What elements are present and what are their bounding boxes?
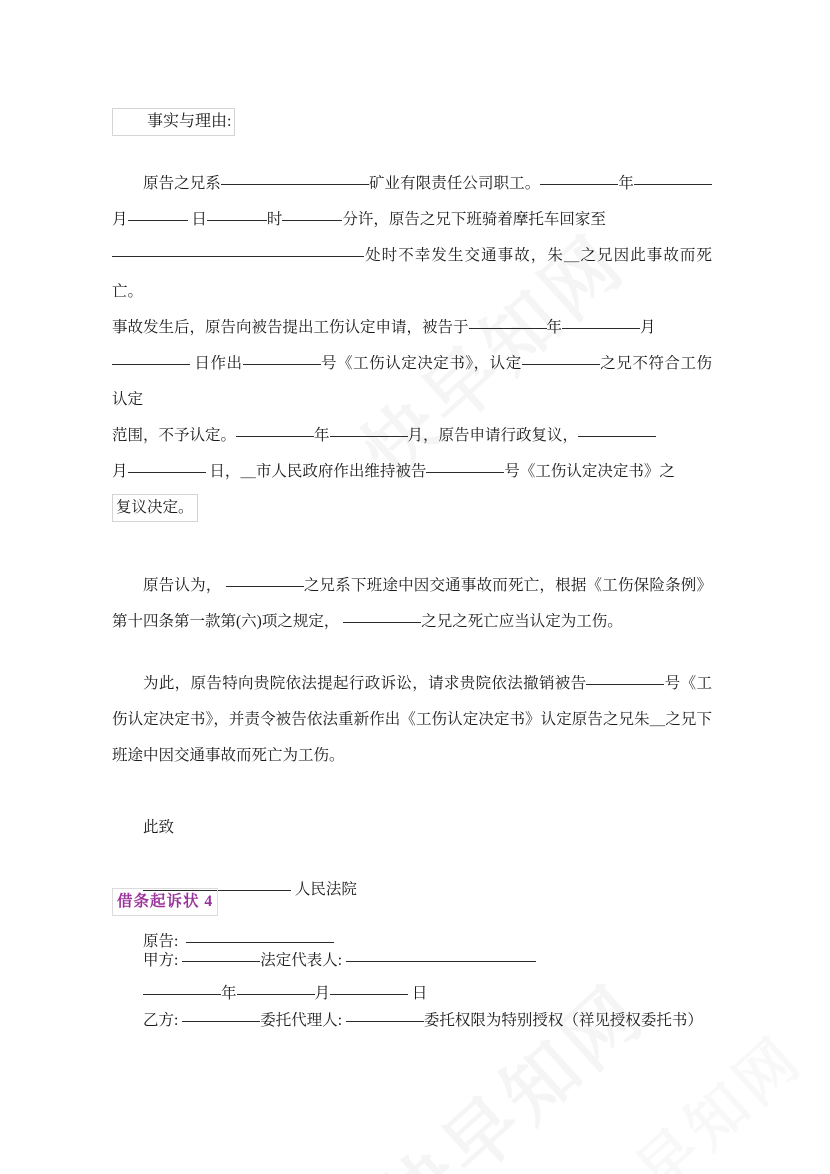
blank-review-month[interactable]: [330, 421, 408, 437]
authority-note: 委托权限为特别授权（祥见授权委托书）: [423, 1012, 703, 1029]
p4-text-a: 为此，原告特向贵院依法提起行政诉讼，请求贵院依法撤销被告: [143, 675, 587, 692]
p1-text-a: 原告之兄系: [143, 175, 221, 192]
section-heading-facts: 事实与理由:: [112, 108, 235, 136]
blank-party-b[interactable]: [182, 1006, 260, 1022]
blank-brother-name[interactable]: [522, 349, 600, 365]
p2-text-decision: 号《工伤认定决定书》之: [504, 463, 675, 480]
blank-plaintiff-signature[interactable]: [186, 927, 334, 943]
p3-text-a: 原告认为，: [143, 577, 222, 594]
p2-boxed-tail: 复议决定。: [112, 494, 198, 522]
section-heading-2-wrapper: [112, 888, 218, 916]
p2-text-scope-2: 范围，不予认定。: [112, 427, 237, 444]
closing-plaintiff-label: 原告:: [143, 933, 179, 950]
closing-date-month: 月: [314, 985, 331, 1002]
blank-revoke-number[interactable]: [586, 669, 664, 685]
party-a-label: 甲方:: [143, 952, 179, 969]
blank-brother-name-2[interactable]: [226, 571, 304, 587]
facts-paragraph-1: [112, 166, 712, 310]
p3-text-b: 之兄系下班途中因交通事故而死亡，根据《工伤保险条例》第十四条第一款第(六)项之规定，: [112, 577, 712, 630]
blank-decision-month[interactable]: [562, 313, 640, 329]
closing-date-year: 年: [221, 985, 237, 1002]
p3-text-c: 之兄之死亡应当认定为工伤。: [421, 613, 623, 630]
p2-text-rmonth: 月: [112, 463, 128, 480]
p1-text-c: 分许，原告之兄下班骑着摩托车回家至: [342, 211, 606, 228]
p2-text-year: 年: [546, 319, 563, 336]
p1-text-d: 处时不幸发生交通事故，朱＿之兄因此事故而死亡。: [112, 247, 712, 300]
p2-text-ry: 年: [314, 427, 330, 444]
blank-brother-name-3[interactable]: [343, 607, 421, 623]
blank-company[interactable]: [221, 169, 369, 185]
blank-minute[interactable]: [282, 205, 342, 221]
p2-text-scope: 之兄不符合工伤认定: [112, 355, 712, 408]
p2-text-gov: 日，＿市人民政府作出维持被告: [209, 463, 427, 480]
blank-place[interactable]: [112, 241, 364, 257]
blank-gov-number[interactable]: [426, 457, 504, 473]
blank-hour[interactable]: [207, 205, 267, 221]
blank-year[interactable]: [540, 169, 618, 185]
blank-agent[interactable]: [346, 1006, 424, 1022]
p2-text-month: 月: [640, 319, 656, 336]
section-heading-loan-complaint: 借条起诉状 4: [112, 888, 218, 916]
blank-review-day[interactable]: [128, 457, 206, 473]
blank-decision-number[interactable]: [243, 349, 321, 365]
parties-block: [112, 942, 712, 1040]
blank-party-a[interactable]: [182, 946, 260, 962]
p1-text-b: 矿业有限责任公司职工。: [368, 175, 541, 192]
p1-text-hour: 时: [266, 211, 283, 228]
facts-paragraph-4: [112, 666, 712, 774]
p4-text-b: 号《工伤认定决定书》，并责令被告依法重新作出《工伤认定决定书》认定原告之兄朱＿之兄下班途中因交通事故而死亡为工伤。: [112, 675, 712, 764]
party-a-line: [112, 942, 712, 980]
p2-text-day: 日作出: [194, 355, 243, 372]
legal-rep-label: 法定代表人:: [260, 952, 342, 969]
blank-review-day-a[interactable]: [578, 421, 656, 437]
p1-text-month: 月: [112, 211, 128, 228]
facts-paragraph-3: [112, 568, 712, 640]
blank-decision-day[interactable]: [112, 349, 190, 365]
p2-text-a: 事故发生后，原告向被告提出工伤认定申请，被告于: [112, 319, 469, 336]
facts-paragraph-2: [112, 310, 712, 526]
p1-text-year: 年: [618, 175, 634, 192]
p2-text-b: 号《工伤认定决定书》，认定: [320, 355, 522, 372]
blank-month[interactable]: [634, 169, 712, 185]
p2-text-rm: 月，原告申请行政复议，: [407, 427, 579, 444]
p1-text-day: 日: [191, 211, 207, 228]
document-body: [112, 0, 712, 1012]
agent-label: 委托代理人:: [260, 1012, 342, 1029]
blank-legal-rep[interactable]: [346, 946, 536, 962]
blank-decision-year[interactable]: [469, 313, 547, 329]
blank-review-year[interactable]: [236, 421, 314, 437]
closing-court-suffix: 人民法院: [294, 881, 357, 898]
closing-cizhi: 此致: [143, 819, 175, 836]
party-b-line: [112, 1002, 712, 1040]
closing-date-day: 日: [411, 985, 428, 1002]
party-b-label: 乙方:: [143, 1012, 179, 1029]
section-heading-facts-wrapper: [112, 108, 712, 136]
blank-day[interactable]: [128, 205, 188, 221]
